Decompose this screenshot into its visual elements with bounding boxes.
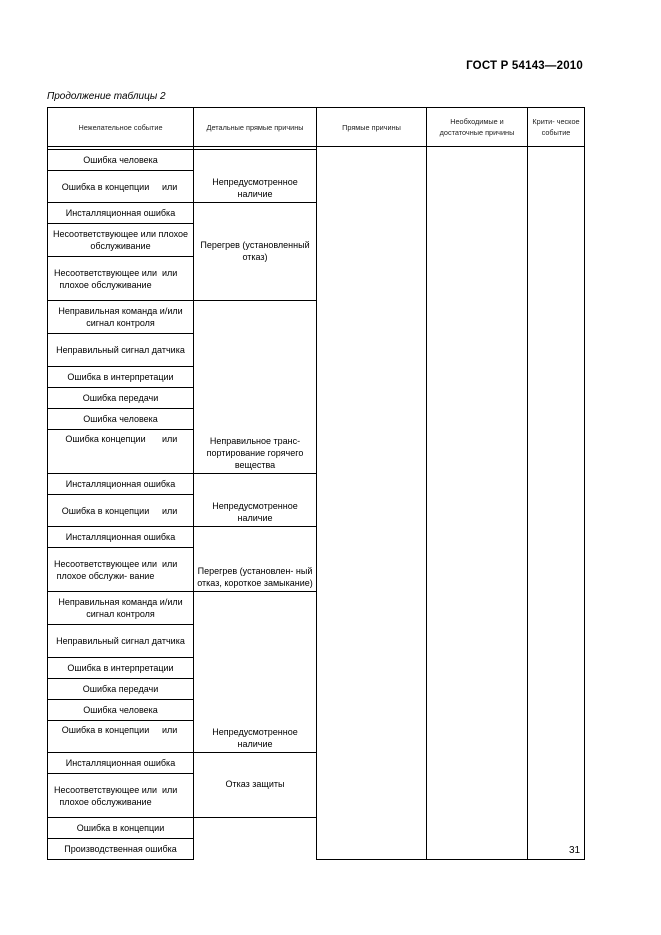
detailed-cause-cell: Перегрев (установленный отказ) xyxy=(194,203,317,301)
event-cell: Ошибка человека xyxy=(48,409,194,430)
detailed-cause-cell: Непредусмотренное наличие xyxy=(194,474,317,527)
or-connector: или xyxy=(162,784,178,795)
event-text: Ошибка в концепции xyxy=(61,725,150,735)
table-header-row xyxy=(48,108,585,147)
event-cell: Ошибка в концепции xyxy=(48,818,194,839)
table-caption: Продолжение таблицы 2 xyxy=(47,91,166,102)
causes-table xyxy=(47,107,585,860)
header-direct-causes: Прямые причины xyxy=(317,108,427,147)
event-text: Ошибка в концепции xyxy=(61,181,150,192)
event-text: Несоответствующее или плохое обслуживание xyxy=(53,267,158,290)
header-critical-event: Крити- ческое событие xyxy=(528,108,585,147)
direct-causes-cell xyxy=(317,147,427,860)
event-cell: Производственная ошибка xyxy=(48,839,194,860)
header-undesired-event: Нежелательное событие xyxy=(48,108,194,147)
event-cell: Неправильный сигнал датчика xyxy=(48,334,194,367)
event-cell: Ошибка в интерпретации xyxy=(48,658,194,679)
document-standard-number: ГОСТ Р 54143—2010 xyxy=(466,60,583,72)
event-cell: Ошибка человека xyxy=(48,150,194,171)
event-cell: Ошибка человека xyxy=(48,700,194,721)
or-connector: или xyxy=(162,181,178,192)
detailed-cause-cell-empty xyxy=(194,818,317,860)
event-cell: Инсталляционная ошибка xyxy=(48,753,194,774)
or-connector: или xyxy=(162,725,178,735)
event-cell: Ошибка передачи xyxy=(48,388,194,409)
event-cell: Неправильная команда и/или сигнал контроля xyxy=(48,592,194,625)
page-number: 31 xyxy=(569,845,581,856)
event-cell: Ошибка в интерпретации xyxy=(48,367,194,388)
or-connector: или xyxy=(162,267,178,278)
or-connector: или xyxy=(162,434,178,444)
event-text: Несоответствующее или плохое обслужи- вание xyxy=(53,558,158,581)
event-text: Ошибка концепции xyxy=(65,434,146,444)
event-cell: Неправильный сигнал датчика xyxy=(48,625,194,658)
detailed-cause-cell: Перегрев (установлен- ный отказ, короткое замыкание) xyxy=(194,527,317,592)
event-text: Несоответствующее или плохое обслуживание xyxy=(53,784,158,807)
event-cell: Несоответствующее или плохое обслуживание xyxy=(48,224,194,257)
critical-event-cell xyxy=(528,147,585,860)
or-connector: или xyxy=(162,505,178,516)
event-cell: Ошибка передачи xyxy=(48,679,194,700)
event-text: Ошибка в концепции xyxy=(61,505,150,516)
event-cell: Инсталляционная ошибка xyxy=(48,203,194,224)
necessary-causes-cell xyxy=(427,147,528,860)
detailed-cause-cell: Неправильное транс- портирование горячего вещества xyxy=(194,301,317,474)
detailed-cause-cell: Непредусмотренное наличие xyxy=(194,592,317,753)
event-cell: Инсталляционная ошибка xyxy=(48,474,194,495)
detailed-cause-cell: Отказ защиты xyxy=(194,753,317,818)
header-detailed-causes: Детальные прямые причины xyxy=(194,108,317,147)
event-cell: Неправильная команда и/или сигнал контроля xyxy=(48,301,194,334)
or-connector: или xyxy=(162,558,178,569)
header-necessary-causes: Необходимые и достаточные причины xyxy=(427,108,528,147)
detailed-cause-cell: Непредусмотренное наличие xyxy=(194,150,317,203)
event-cell: Инсталляционная ошибка xyxy=(48,527,194,548)
